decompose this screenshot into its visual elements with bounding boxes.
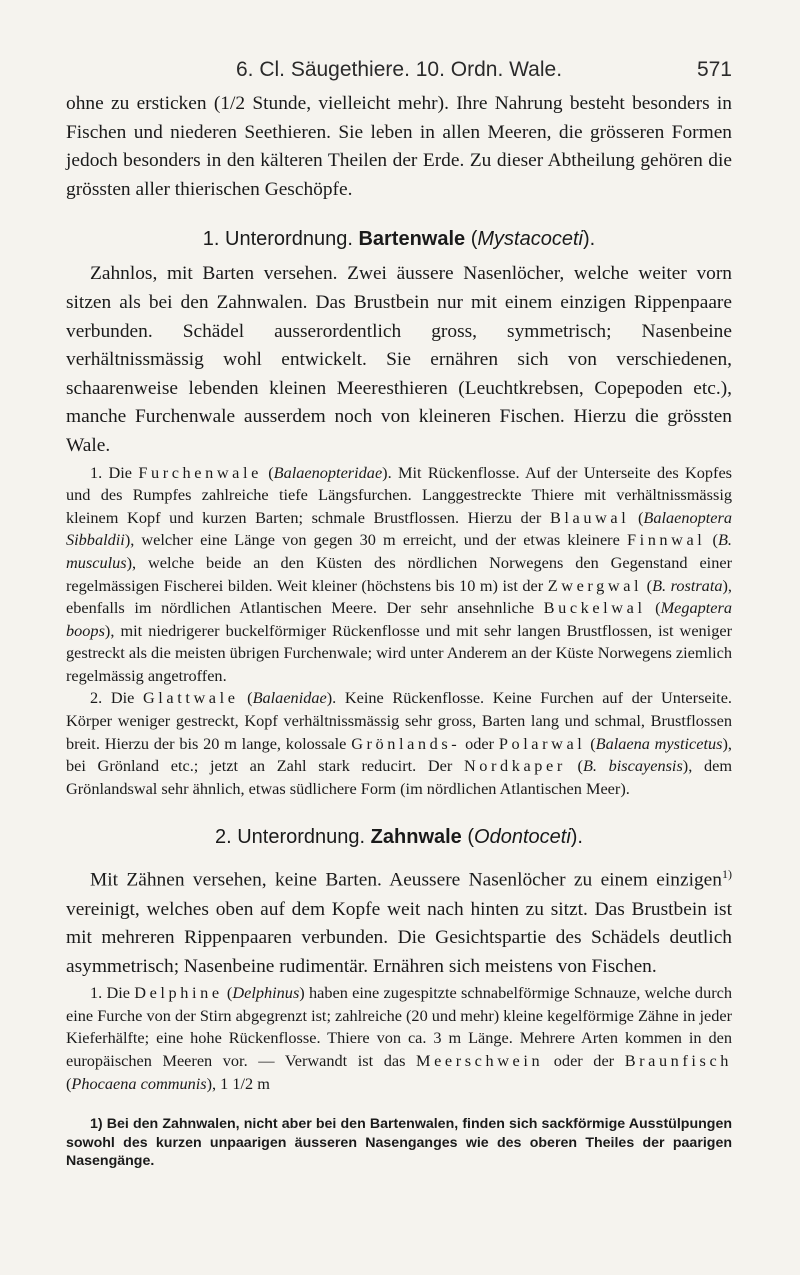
- paragraph-delphine: 1. Die Delphine (Delphinus) haben eine zugespitzte schnabelförmige Schnauze, welche durch eine Furche von der Stirn abgegrenzt ist; zahlreiche (20 und mehr) kleine kegelförmige Zähne in jeder Kieferhälfte; eine hohe Rückenflosse. Thiere von ca. 3 m Länge. Mehrere Arten kommen in den europäischen Meeren vor. — Verwandt ist das Meerschwein oder der Braunfisch (Phocaena communis), 1 1/2 m: [66, 983, 733, 1093]
- latin-name: B. rostrata: [652, 575, 723, 595]
- intro-paragraph: ohne zu ersticken (1/2 Stunde, vielleicht mehr). Ihre Nahrung besteht besonders in Fischen und niederen Seethieren. Sie leben in allen Meeren, die grösseren Formen jedoch besonders in den kälteren Theilen der Erde. Zu dieser Abtheilung gehören die grössten aller thierischen Geschöpfe.: [66, 93, 732, 200]
- latin-name: Megaptera boops: [66, 598, 733, 640]
- latin-name: B. biscayensis: [582, 756, 683, 776]
- taxon-name: Meerschwein: [416, 1051, 544, 1071]
- latin-name: Mystacoceti: [477, 228, 583, 251]
- taxon-name: Furchenwale: [138, 462, 262, 482]
- taxon-name: Zwergwal: [547, 575, 643, 595]
- latin-name: Delphinus: [232, 983, 300, 1003]
- latin-name: Balaenidae: [252, 688, 327, 708]
- running-header: [66, 58, 732, 82]
- footnote-block: [66, 1115, 732, 1170]
- section-name: Bartenwale: [358, 228, 466, 251]
- section-heading-zahnwale: 2. Unterordnung. Zahnwale (Odontoceti).: [215, 826, 583, 849]
- latin-name: Balaena mysticetus: [595, 733, 723, 753]
- latin-name: Balaenoptera Sibbaldii: [66, 507, 732, 550]
- section-name: Zahnwale: [370, 826, 462, 849]
- taxon-name: Delphine: [134, 983, 223, 1003]
- section-heading-bartenwale: 1. Unterordnung. Bartenwale (Mystacoceti).: [202, 228, 596, 251]
- header-title: 6. Cl. Säugethiere. 10. Ordn. Wale.: [235, 58, 563, 81]
- paragraph-furchenwale: 1. Die Furchenwale (Balaenopteridae). Mit Rückenflosse. Auf der Unterseite des Kopfes und des Rumpfes zahlreiche tiefe Längsfurchen. Langgestreckte Thiere mit verhältnissmässig kleinem Kopf und kurzen Barten; schmale Brustflossen. Hierzu der Blauwal (Balaenoptera Sibbaldii), welcher eine Länge von gegen 30 m erreicht, und der etwas kleinere Finnwal (B. musculus), welche beide an den Küsten des nördlichen Norwegens den Gegenstand einer regelmässigen Fischerei bilden. Weit kleiner (höchstens bis 10 m) ist der Zwergwal (B. rostrata), ebenfalls im nördlichen Atlantischen Meere. Der sehr ansehnliche Buckelwal (Megaptera boops), mit niedrigerer buckelförmiger Rückenflosse und mit sehr langen Brustflossen, ist weniger gestreckt als die meisten übrigen Furchenwale; wird unter Anderem an der Küste Norwegens ziemlich regelmässig angetroffen.: [66, 462, 733, 685]
- taxon-name: Polarwal: [498, 733, 586, 753]
- taxon-name: Blauwal: [549, 507, 630, 527]
- taxon-name: Buckelwal: [543, 598, 646, 618]
- bartenwale-description: Zahnlos, mit Barten versehen. Zwei äussere Nasenlöcher, welche weiter vorn sitzen als bei den Zahnwalen. Das Brustbein nur mit einem einzigen Rippenpaare verbunden. Schädel ausserordentlich gross, symmetrisch; Nasenbeine verhältnissmässig wohl entwickelt. Sie ernähren sich von verschiedenen, schaarenweise lebenden kleinen Meeresthieren (Leuchtkrebsen, Copepoden etc.), manche Furchenwale ausserdem noch von kleineren Fischen. Hierzu die grössten Wale.: [66, 263, 732, 456]
- page-number: 571: [696, 58, 732, 81]
- taxon-name: Braunfisch: [624, 1051, 732, 1071]
- latin-name: Odontoceti: [474, 826, 571, 849]
- taxon-name: Finnwal: [626, 530, 706, 550]
- taxon-name: Glattwale: [142, 688, 239, 708]
- latin-name: Balaenopteridae: [273, 462, 383, 482]
- taxon-name: Nordkaper: [463, 756, 566, 776]
- page-content: [66, 90, 732, 1170]
- paragraph-glattwale: 2. Die Glattwale (Balaenidae). Keine Rückenflosse. Keine Furchen auf der Unterseite. Körper weniger gestreckt, Kopf verhältnissmässig sehr gross, Barten lang und schmal, Brustflossen breit. Hierzu der bis 20 m lange, kolossale Grönlands- oder Polarwal (Balaena mysticetus), bei Grönland etc.; jetzt an Zahl stark reducirt. Der Nordkaper (B. biscayensis), dem Grönlandswal sehr ähnlich, etwas südlichere Form (im nördlichen Atlantischen Meer).: [66, 688, 732, 798]
- footnote-text: 1) Bei den Zahnwalen, nicht aber bei den Bartenwalen, finden sich sackförmige Ausstülpungen sowohl des kurzen unpaarigen äusseren Nasenganges wie des oberen Theiles der paarigen Nasengänge.: [66, 1116, 732, 1169]
- latin-name: B. musculus: [66, 530, 732, 572]
- taxon-name: Grönlands-: [351, 733, 461, 753]
- zahnwale-description: Mit Zähnen versehen, keine Barten. Aeussere Nasenlöcher zu einem einzigen$^{1)}$ vereinigt, welches oben auf dem Kopfe weit nach hinten zu sitzt. Das Brustbein ist mit mehreren Rippenpaaren verbunden. Die Gesichtspartie des Schädels deutlich asymmetrisch; Nasenbeine rudimentär. Ernähren sich meistens von Fischen.: [66, 867, 732, 977]
- latin-name: Phocaena communis: [71, 1073, 207, 1093]
- footnote-marker: 1): [722, 867, 732, 882]
